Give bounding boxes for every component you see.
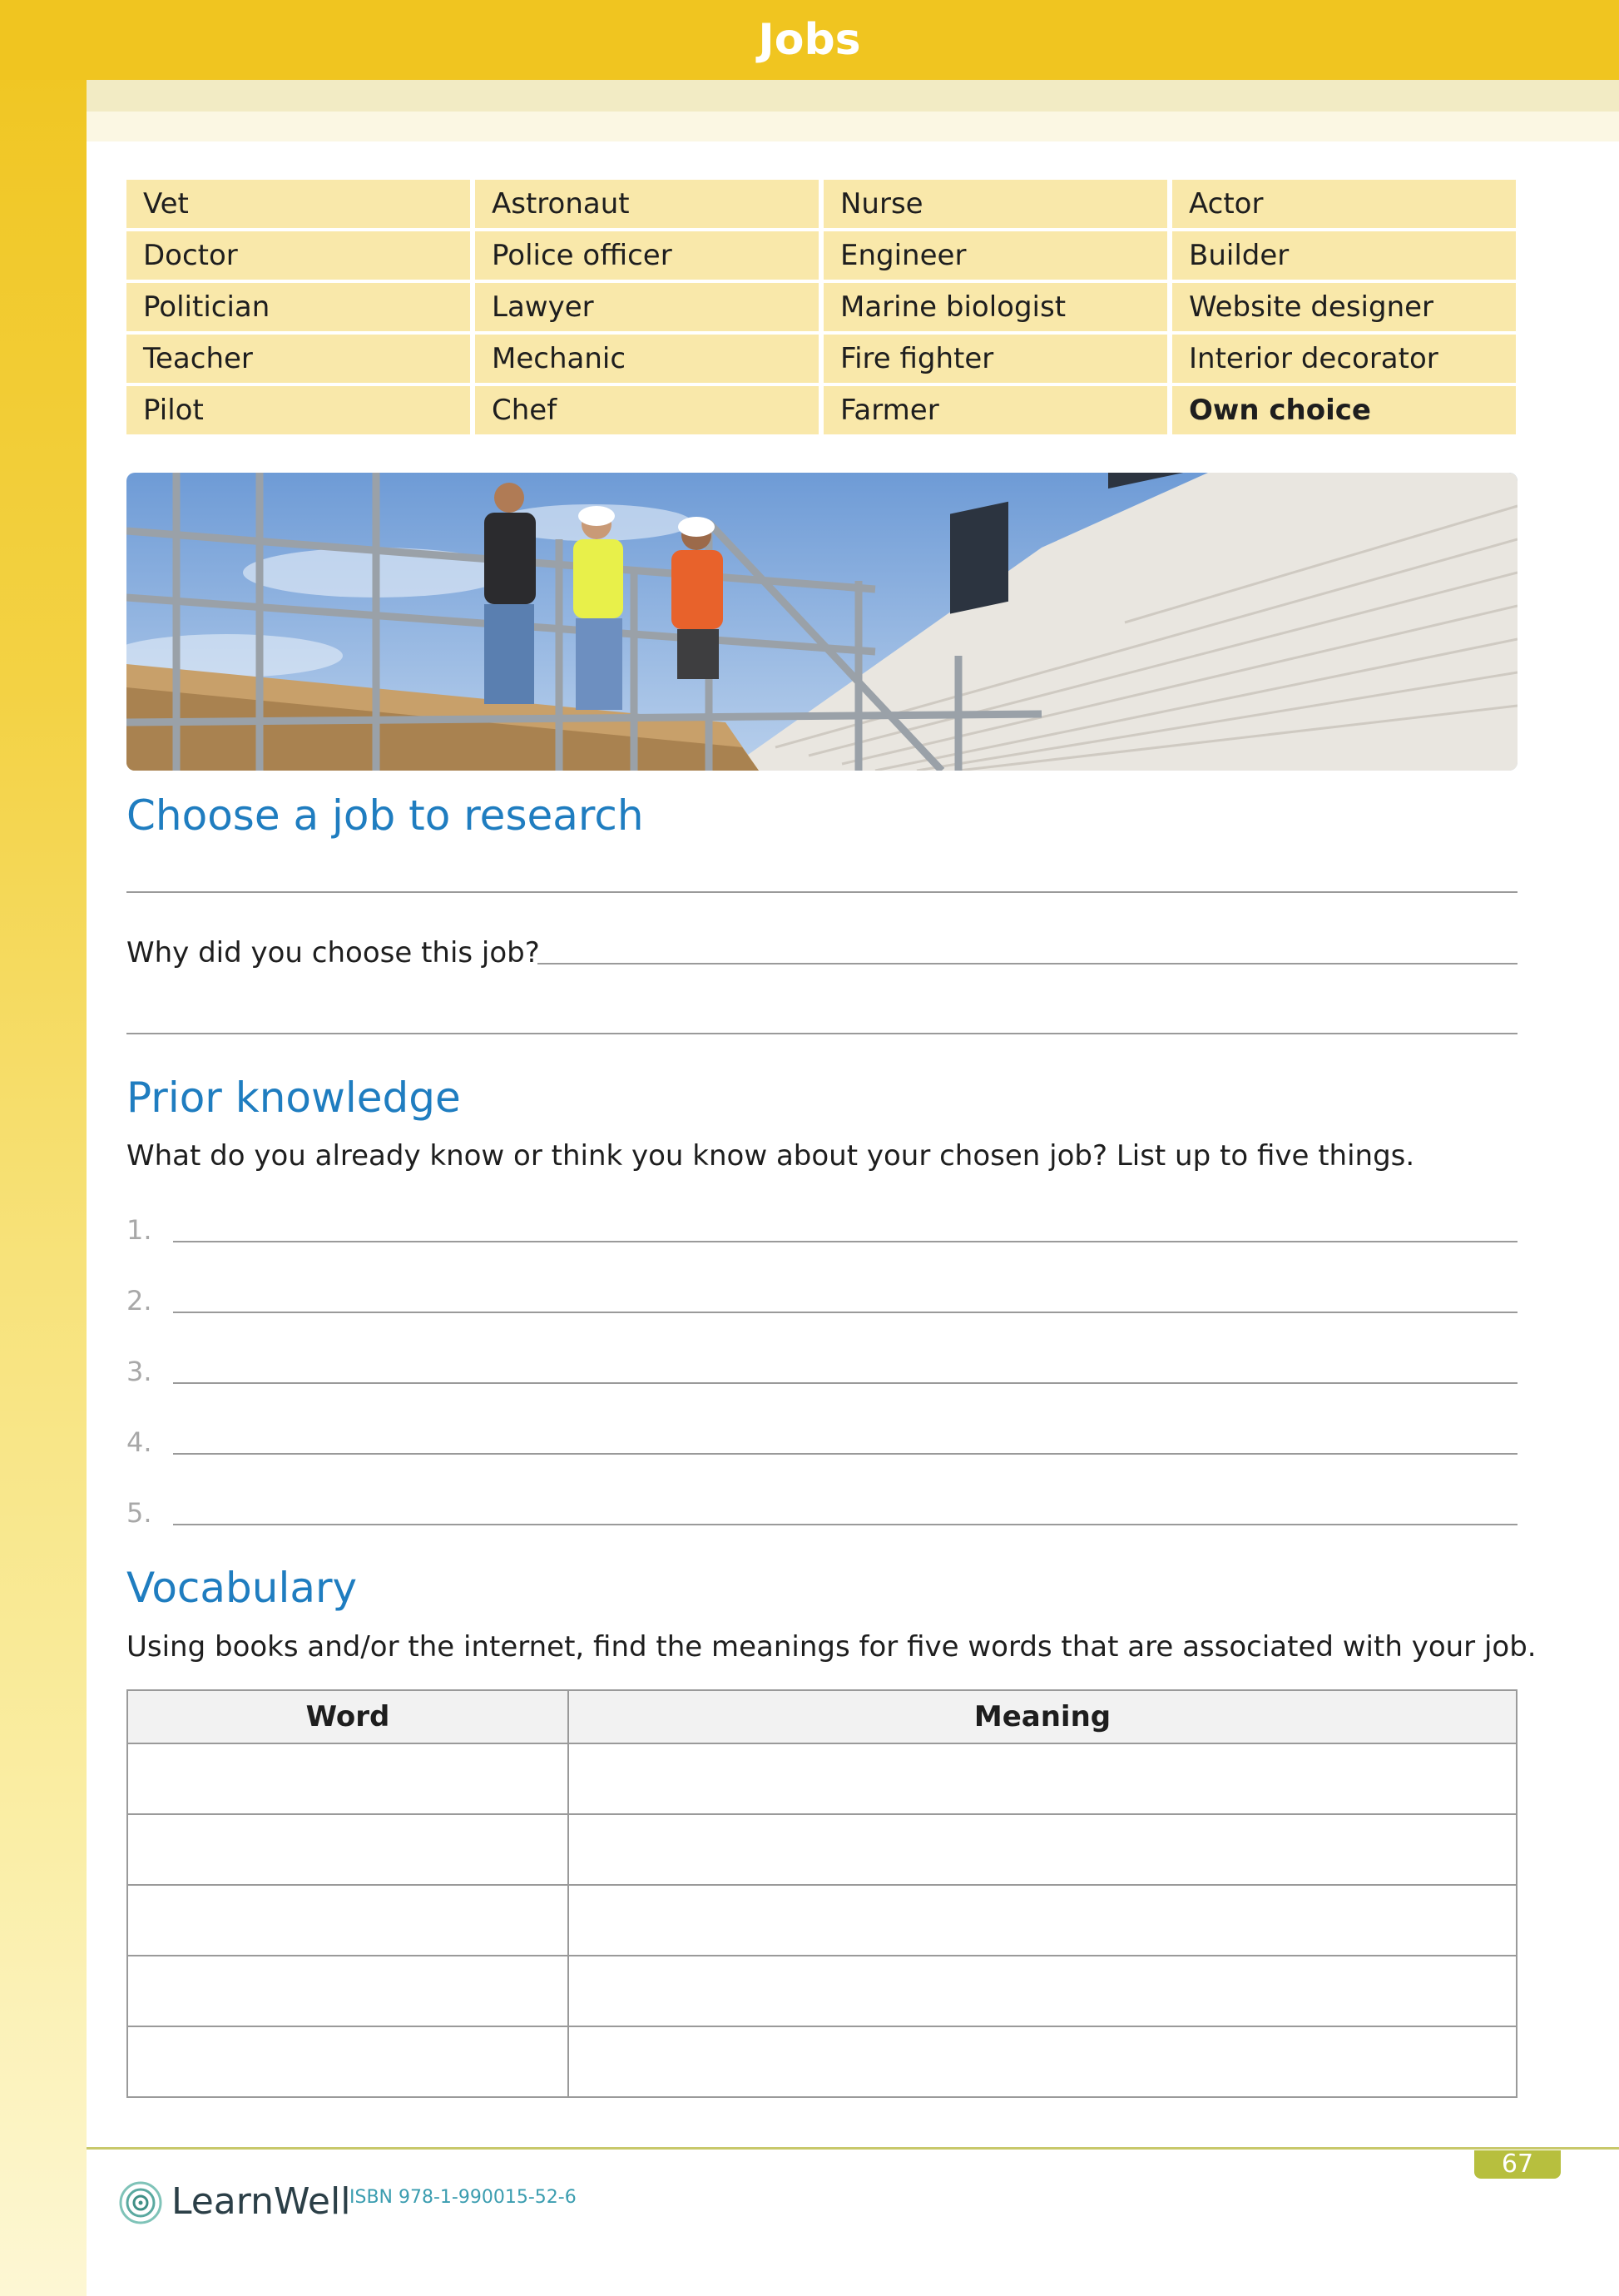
job-cell: Actor [1172,180,1516,228]
job-cell: Teacher [126,335,470,383]
page-title: Jobs [758,15,861,65]
answer-line[interactable] [126,1033,1518,1034]
job-cell: Politician [126,283,470,331]
list-answer-line[interactable] [173,1241,1518,1242]
jobs-table [126,180,1516,434]
vocabulary-heading: Vocabulary [126,1564,358,1612]
table-row [127,1743,1517,1814]
job-cell: Nurse [824,180,1167,228]
page-number: 67 [1474,2150,1561,2179]
job-cell: Pilot [126,386,470,434]
vocabulary-instruction: Using books and/or the internet, find the meanings for five words that are associated with your job. [126,1630,1537,1664]
list-answer-line[interactable] [173,1524,1518,1525]
meaning-cell[interactable] [568,1885,1517,1956]
job-cell: Doctor [126,231,470,280]
word-cell[interactable] [127,2026,568,2097]
job-cell: Lawyer [475,283,819,331]
table-row [127,1814,1517,1885]
meaning-cell[interactable] [568,1956,1517,2026]
why-choose-label: Why did you choose this job? [126,936,540,969]
list-answer-line[interactable] [173,1312,1518,1313]
table-row [127,1956,1517,2026]
job-cell: Farmer [824,386,1167,434]
word-cell[interactable] [127,1743,568,1814]
list-answer-line[interactable] [173,1453,1518,1455]
list-answer-line[interactable] [173,1382,1518,1384]
prior-knowledge-heading: Prior knowledge [126,1074,461,1122]
column-header-word: Word [127,1690,568,1743]
job-cell-own-choice: Own choice [1172,386,1516,434]
job-cell: Fire fighter [824,335,1167,383]
builders-scaffolding-photo [126,473,1518,771]
header-strip [87,80,1619,112]
job-cell: Chef [475,386,819,434]
job-cell: Vet [126,180,470,228]
list-number: 1. [126,1214,152,1246]
table-row [127,1885,1517,1956]
table-row [127,2026,1517,2097]
word-cell[interactable] [127,1956,568,2026]
vocabulary-table [126,1689,1518,2098]
list-number: 5. [126,1497,152,1529]
learnwell-logo-icon [118,2180,163,2225]
prior-knowledge-instruction: What do you already know or think you know about your chosen job? List up to five things. [126,1139,1415,1173]
job-cell: Astronaut [475,180,819,228]
word-cell[interactable] [127,1885,568,1956]
choose-job-heading: Choose a job to research [126,791,644,840]
list-number: 2. [126,1285,152,1317]
job-cell: Engineer [824,231,1167,280]
job-cell: Marine biologist [824,283,1167,331]
job-cell: Police officer [475,231,819,280]
footer-divider [87,2147,1619,2150]
meaning-cell[interactable] [568,1743,1517,1814]
column-header-meaning: Meaning [568,1690,1517,1743]
word-cell[interactable] [127,1814,568,1885]
job-cell: Interior decorator [1172,335,1516,383]
job-cell: Builder [1172,231,1516,280]
job-cell: Mechanic [475,335,819,383]
left-color-band [0,0,87,2296]
list-number: 3. [126,1356,152,1387]
learnwell-logo-text: LearnWell [171,2180,351,2223]
header-strip-light [87,112,1619,141]
meaning-cell[interactable] [568,2026,1517,2097]
isbn-text: ISBN 978-1-990015-52-6 [349,2187,577,2208]
job-cell: Website designer [1172,283,1516,331]
answer-line[interactable] [126,891,1518,893]
list-number: 4. [126,1426,152,1458]
why-answer-line[interactable] [537,963,1518,965]
meaning-cell[interactable] [568,1814,1517,1885]
